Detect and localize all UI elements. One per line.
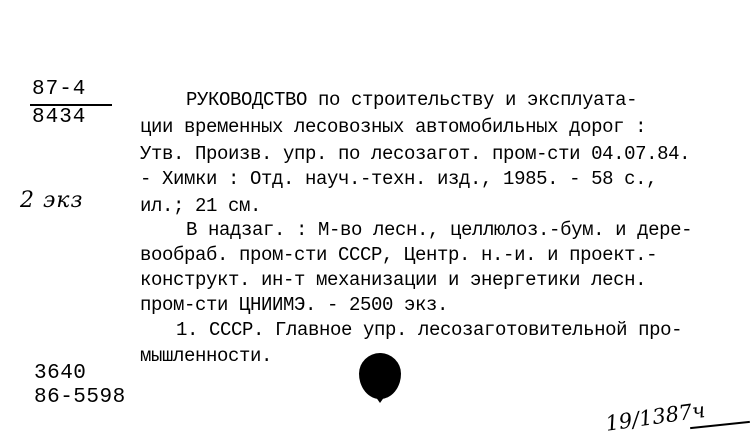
classification-code: 3640 [34, 362, 87, 385]
entry-line: 1. СССР. Главное упр. лесозаготовительной про- [176, 319, 683, 341]
copies-handwritten-note: 2 экз [20, 188, 84, 213]
entry-line: вообраб. пром-сти СССР, Центр. н.-и. и проект.- [140, 244, 658, 266]
shelf-mark-bottom: 8434 [32, 106, 87, 129]
entry-line: ции временных лесовозных автомобильных дорог : [140, 116, 647, 138]
entry-line: ил.; 21 см. [140, 195, 262, 217]
shelf-mark-top: 87-4 [32, 78, 87, 101]
entry-line: - Химки : Отд. науч.-техн. изд., 1985. - 58 с., [140, 168, 658, 190]
entry-line: мышленности. [140, 345, 273, 367]
registration-number: 86-5598 [34, 386, 126, 409]
entry-line: конструкт. ин-т механизации и энергетики лесн. [140, 269, 647, 291]
entry-line: Утв. Произв. упр. по лесозагот. пром-сти 04.07.84. [140, 143, 691, 165]
entry-line: В надзаг. : М-во лесн., целлюлоз.-бум. и дере- [186, 219, 693, 241]
inventory-handwritten-note: 19/1387ч [604, 398, 707, 436]
punch-hole [359, 353, 401, 399]
entry-line: РУКОВОДСТВО по строительству и эксплуата- [186, 89, 638, 111]
entry-line: пром-сти ЦНИИМЭ. - 2500 экз. [140, 294, 449, 316]
